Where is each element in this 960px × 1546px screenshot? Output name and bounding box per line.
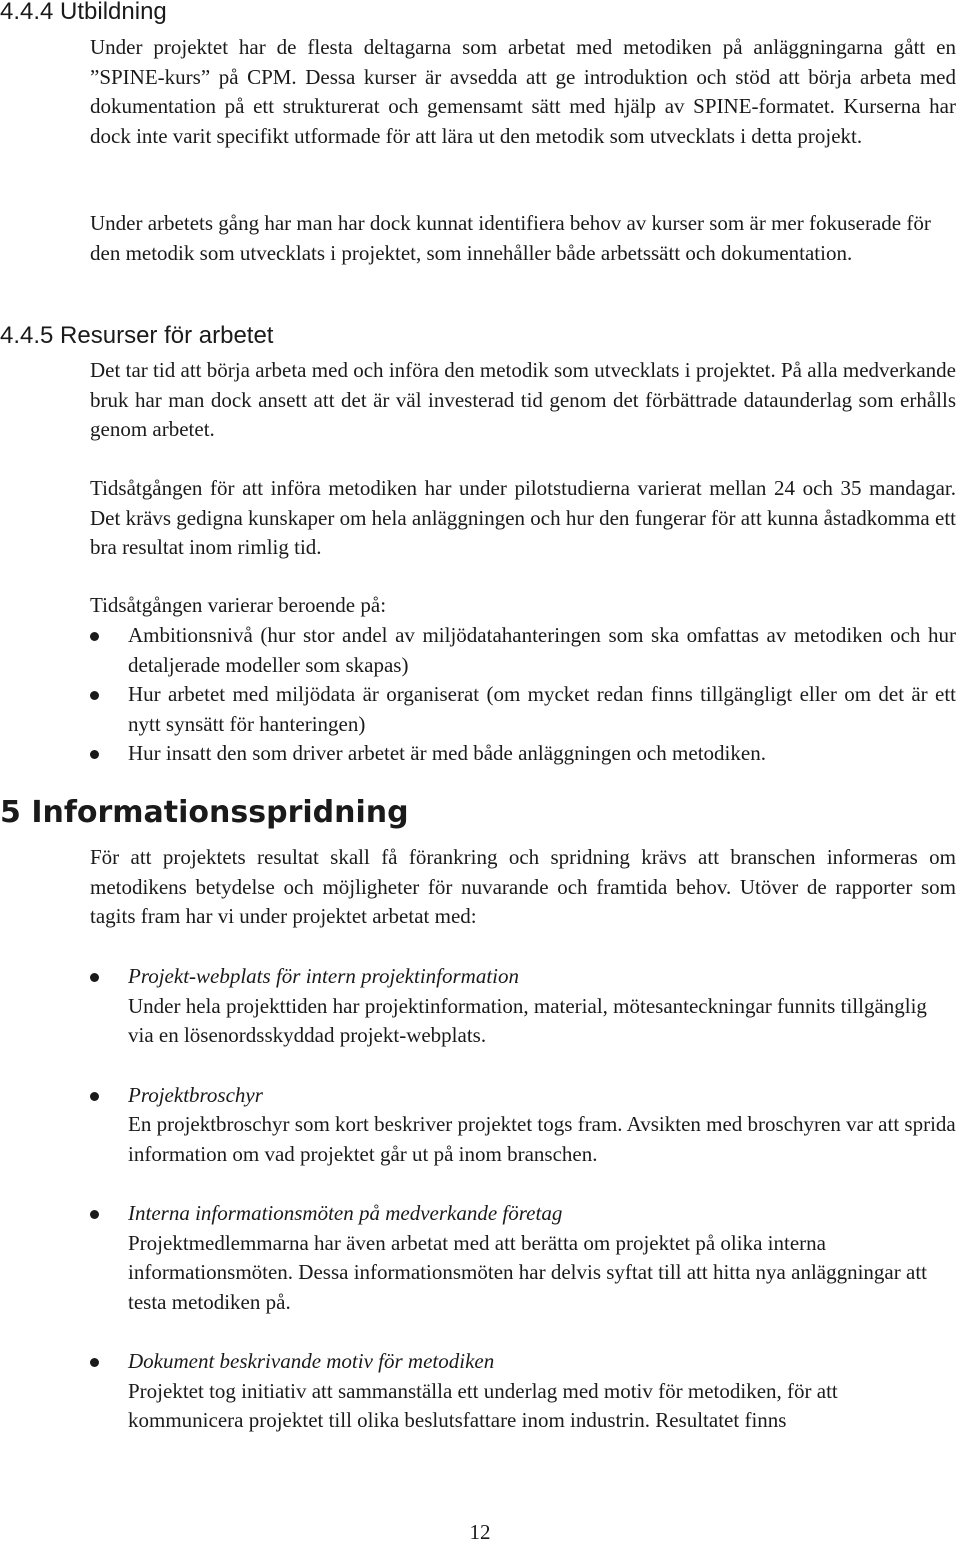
- paragraph-informationsspridning: För att projektets resultat skall få förankring och spridning krävs att branschen informeras om metodikens betydelse och möjligheter för nuvarande och framtida behov. Utöver de rapporter som tagits fram har vi under projektet arbetat med:: [90, 845, 956, 928]
- bullet-icon: [90, 1092, 99, 1101]
- bullet-icon: [90, 973, 99, 982]
- list-item-text: Projektmedlemmarna har även arbetat med att berätta om projektet på olika interna informationsmöten. Dessa informationsmöten har delvis syftat till att hitta nya anläggningar att testa metodiken på.: [128, 1230, 927, 1314]
- list-item-text: Projektet tog initiativ att sammanställa ett underlag med motiv för metodiken, för att kommunicera projektet till olika beslutsfattare inom industrin. Resultatet finns: [128, 1378, 838, 1432]
- list-item: [0, 962, 956, 1051]
- list-item-title: Projektbroschyr: [128, 1082, 263, 1107]
- bullet-list-tidsatgang: [0, 621, 956, 769]
- page-number: 12: [469, 1520, 491, 1544]
- paragraph-resurser-2: Tidsåtgången för att införa metodiken har under pilotstudierna varierat mellan 24 och 35 mandagar. Det krävs gedigna kunskaper om hela anläggningen och hur den fungerar för att kunna åstadkomma ett bra resultat inom rimlig tid.: [90, 476, 956, 559]
- list-item: [0, 1081, 956, 1170]
- list-item-title: Projekt-webplats för intern projektinformation: [128, 964, 519, 988]
- list-item-title: Interna informationsmöten på medverkande företag: [128, 1201, 563, 1225]
- bullet-icon: [90, 750, 99, 759]
- bullet-icon: [90, 691, 99, 700]
- list-item-title: Dokument beskrivande motiv för metodiken: [128, 1349, 495, 1373]
- paragraph-resurser-3: Tidsåtgången varierar beroende på:: [90, 593, 387, 617]
- section-heading-4-4-4: 4.4.4 Utbildning: [0, 0, 167, 25]
- bullet-list-informationsspridning: [0, 962, 956, 1466]
- chapter-heading-5: 5 Informationsspridning: [0, 795, 409, 830]
- bullet-icon: [90, 1210, 99, 1219]
- list-item: Hur insatt den som driver arbetet är med både anläggningen och metodiken.: [0, 739, 956, 769]
- list-item-text: Under hela projekttiden har projektinformation, material, mötesanteckningar funnits tillgänglig via en lösenordsskyddad projekt-webplats.: [128, 993, 927, 1047]
- list-item: Hur arbetet med miljödata är organiserat (om mycket redan finns tillgängligt eller om det är ett nytt synsätt för hanteringen): [0, 680, 956, 739]
- paragraph-resurser-1: Det tar tid att börja arbeta med och införa den metodik som utvecklats i projektet. På alla medverkande bruk har man dock ansett att det är väl investerad tid genom det förbättrade dataunderlag som erhålls genom arbetet.: [90, 358, 956, 441]
- paragraph-utbildning-1: Under projektet har de flesta deltagarna som arbetat med metodiken på anläggningarna gått en ”SPINE-kurs” på CPM. Dessa kurser är avsedda att ge introduktion och stöd att börja arbeta med dokumentation på ett strukturerat och gemensamt sätt med hjälp av SPINE-formatet. Kurserna har dock inte varit specifikt utformade för att lära ut den metodik som utvecklats i detta projekt.: [90, 35, 956, 148]
- list-item-text: En projektbroschyr som kort beskriver projektet togs fram. Avsikten med broschyren var att sprida information om vad projektet går ut på inom branschen.: [128, 1112, 956, 1166]
- list-item: Ambitionsnivå (hur stor andel av miljödatahanteringen som ska omfattas av metodiken och hur detaljerade modeller som skapas): [0, 621, 956, 680]
- bullet-icon: [90, 632, 99, 641]
- paragraph-utbildning-2: Under arbetets gång har man har dock kunnat identifiera behov av kurser som är mer fokuserade för den metodik som utvecklats i projektet, som innehåller både arbetssätt och dokumentation.: [90, 211, 931, 265]
- list-item: [0, 1347, 956, 1436]
- bullet-icon: [90, 1358, 99, 1367]
- section-heading-4-4-5: 4.4.5 Resurser för arbetet: [0, 322, 274, 349]
- list-item: [0, 1199, 956, 1317]
